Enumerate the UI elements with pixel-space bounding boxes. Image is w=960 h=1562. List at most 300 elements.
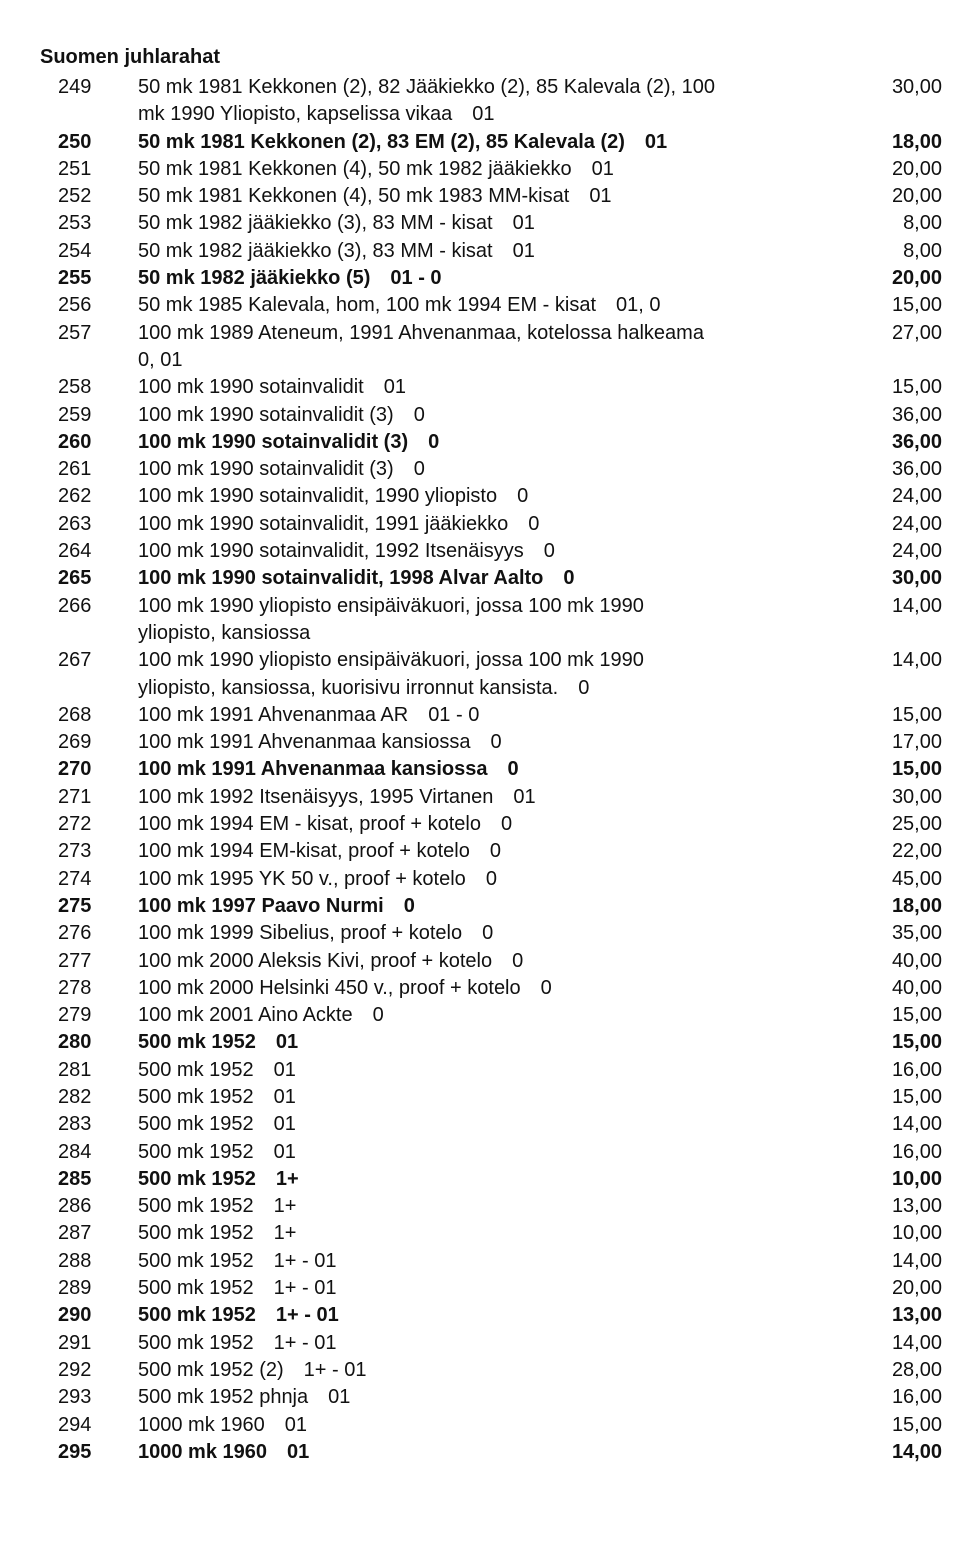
lot-description-line [138,1002,832,1029]
lot-price: 30,00 [891,76,942,98]
lot-grade: 01 [284,1413,308,1436]
lot-description-line [138,565,832,592]
lot-number: 283 [58,1113,92,1136]
lot-number: 276 [58,922,92,945]
lot-price: 24,00 [891,485,942,508]
lot-price: 20,00 [891,157,942,180]
lot-row [58,210,942,237]
lot-description [138,402,852,429]
lot-description [138,1357,852,1384]
lot-price: 10,00 [891,1222,942,1245]
lot-description-text: 100 mk 2000 Aleksis Kivi, proof + kotelo [138,949,493,972]
lot-price: 18,00 [891,130,942,153]
lot-description-text: 1000 mk 1960 [138,1413,265,1436]
lot-grade: 0 [578,676,590,699]
lot-description-text: 100 mk 1990 sotainvalidit, 1998 Alvar Aalto [138,567,544,590]
lot-number: 259 [58,403,92,426]
lot-number: 268 [58,703,92,726]
lot-row [58,1002,942,1029]
lot-row [58,374,942,401]
lot-description-text: 500 mk 1952 [138,1249,254,1272]
lot-description-text: 50 mk 1981 Kekkonen (4), 50 mk 1982 jääkiekko [138,157,572,180]
lot-price: 15,00 [891,294,942,317]
lot-description-text: 100 mk 1992 Itsenäisyys, 1995 Virtanen [138,785,494,808]
lot-price: 15,00 [891,376,942,399]
lot-row [58,1330,942,1357]
lot-grade: 01 [472,103,495,126]
lot-row [58,1275,942,1302]
lot-description [138,948,852,975]
lot-price: 28,00 [891,1358,942,1381]
lot-description [138,1057,852,1084]
lot-description-text: 500 mk 1952 [138,1140,254,1163]
lot-row [58,838,942,865]
lot-description-text: 100 mk 1990 sotainvalidit (3) [138,458,394,481]
lot-description [138,1084,852,1111]
lot-number: 263 [58,512,92,535]
lot-row [58,1220,942,1247]
lot-description-line [138,647,832,674]
lot-price: 15,00 [891,1004,942,1027]
lot-description-line [138,1384,832,1411]
lot-price: 15,00 [891,758,942,781]
lot-row [58,483,942,510]
lot-number: 286 [58,1195,92,1218]
lot-price: 14,00 [891,594,942,617]
lot-description-line [138,74,832,101]
lot-description-text: 50 mk 1982 jääkiekko (5) [138,267,371,290]
lot-grade: 01 [591,157,614,180]
lot-description-line [138,238,832,265]
lot-grade: 0 [372,1004,384,1027]
lot-grade: 0 [403,894,415,917]
lot-price: 36,00 [891,430,942,453]
lot-description [138,156,852,183]
lot-number: 290 [58,1304,92,1327]
lot-description-line [138,1330,832,1357]
lot-description [138,647,852,702]
lot-price: 30,00 [891,785,942,808]
lot-description-line [138,729,832,756]
lot-description-text: 100 mk 1990 sotainvalidit (3) [138,430,409,453]
lot-description-line [138,784,832,811]
lot-number: 261 [58,458,92,481]
lot-price: 40,00 [891,976,942,999]
lot-number: 282 [58,1085,92,1108]
lot-description-text: 500 mk 1952 (2) [138,1358,284,1381]
lot-grade: 01 [273,1140,296,1163]
lot-description [138,1139,852,1166]
lot-description-text: 500 mk 1952 [138,1304,256,1327]
lot-description-line [138,101,832,128]
lot-number: 294 [58,1413,92,1436]
lot-description-text: 100 mk 2000 Helsinki 450 v., proof + kotelo [138,976,521,999]
lot-grade: 01 [589,185,612,208]
lot-row [58,975,942,1002]
lot-description-line [138,538,832,565]
lot-grade: 01 [273,1058,296,1081]
lot-number: 288 [58,1249,92,1272]
lot-description-text: 500 mk 1952 [138,1167,256,1190]
lot-row [58,320,942,375]
lot-grade: 1+ - 01 [303,1358,367,1381]
lot-description-line [138,183,832,210]
lot-row [58,866,942,893]
lot-description [138,292,852,319]
lot-grade: 1+ [273,1195,297,1218]
lot-number: 260 [58,430,92,453]
lot-row [58,456,942,483]
lot-description-text: 100 mk 1990 sotainvalidit (3) [138,403,394,426]
lot-description [138,1166,852,1193]
lot-grade: 0 [563,567,575,590]
lot-number: 275 [58,894,92,917]
lot-price: 15,00 [891,703,942,726]
lot-grade: 01 [644,130,668,153]
lot-price: 18,00 [891,894,942,917]
lot-number: 256 [58,294,92,317]
lot-row [58,1357,942,1384]
lot-description-line [138,265,832,292]
lot-description-line [138,1166,832,1193]
lot-grade: 1+ - 01 [273,1277,337,1300]
lot-row [58,811,942,838]
lot-price: 14,00 [891,1113,942,1136]
lot-row [58,784,942,811]
lot-number: 250 [58,130,92,153]
lot-number: 251 [58,157,92,180]
lot-description [138,893,852,920]
lot-description-line [138,975,832,1002]
lot-description-text: 50 mk 1981 Kekkonen (2), 83 EM (2), 85 Kalevala (2) [138,130,625,153]
lot-description-text: 500 mk 1952 [138,1222,254,1245]
lot-price: 14,00 [891,1440,942,1463]
lot-price: 13,00 [891,1304,942,1327]
lot-description-line [138,811,832,838]
lot-price: 15,00 [891,1413,942,1436]
lot-description-text: 500 mk 1952 [138,1058,254,1081]
lot-number: 258 [58,376,92,399]
lot-description [138,565,852,592]
lot-description-text: 100 mk 1990 sotainvalidit, 1992 Itsenäisyys [138,540,524,563]
lot-number: 277 [58,949,92,972]
lot-description-text: 100 mk 1989 Ateneum, 1991 Ahvenanmaa, kotelossa halkeama [138,321,704,344]
lot-description-text: 100 mk 1991 Ahvenanmaa kansiossa [138,731,471,754]
lot-description-line [138,1248,832,1275]
lot-price: 8,00 [903,239,942,262]
lot-price: 40,00 [891,949,942,972]
lot-grade: 01, 0 [616,294,661,317]
lot-description [138,920,852,947]
lot-description-text: 500 mk 1952 [138,1277,254,1300]
lot-grade: 0 [500,813,513,836]
lot-row [58,948,942,975]
lot-row [58,1166,942,1193]
lot-price: 8,00 [903,212,942,235]
lot-number: 264 [58,540,92,563]
lot-description [138,1248,852,1275]
lot-grade: 0 [517,485,529,508]
lot-price: 35,00 [891,922,942,945]
lot-description-text: 1000 mk 1960 [138,1440,268,1463]
lot-description-text: 100 mk 1990 sotainvalidit, 1991 jääkiekko [138,512,509,535]
lot-description [138,1220,852,1247]
lot-row [58,538,942,565]
lot-price: 17,00 [891,731,942,754]
lot-row [58,756,942,783]
lot-description [138,210,852,237]
lot-row [58,565,942,592]
lot-grade: 01 [513,785,536,808]
lot-number: 267 [58,649,92,672]
lot-price: 14,00 [891,1331,942,1354]
lot-grade: 1+ - 01 [275,1304,339,1327]
lot-row [58,1412,942,1439]
lot-description [138,1412,852,1439]
lot-grade: 0 [428,430,440,453]
lot-row [58,1139,942,1166]
lot-description-line [138,675,832,702]
lot-price: 15,00 [891,1031,942,1054]
lot-description-line [138,320,832,347]
lot-grade: 01 [275,1031,299,1054]
lot-number: 292 [58,1358,92,1381]
lot-description-text: 100 mk 1990 yliopisto ensipäiväkuori, jossa 100 mk 1990 [138,594,644,617]
lot-list [58,74,942,1466]
lot-row [58,593,942,648]
lot-row [58,647,942,702]
lot-description [138,265,852,292]
lot-price: 10,00 [891,1167,942,1190]
lot-description-text: 500 mk 1952 [138,1331,254,1354]
lot-description-line [138,210,832,237]
lot-grade: 01 [512,212,535,235]
lot-description-text: 50 mk 1982 jääkiekko (3), 83 MM - kisat [138,212,493,235]
lot-description-line [138,511,832,538]
lot-description-text: 100 mk 1994 EM - kisat, proof + kotelo [138,813,481,836]
lot-description-text: 100 mk 1991 Ahvenanmaa AR [138,703,409,726]
lot-description-line [138,402,832,429]
lot-description-text: 500 mk 1952 [138,1085,254,1108]
lot-description-line [138,292,832,319]
lot-row [58,402,942,429]
lot-price: 25,00 [891,813,942,836]
lot-description-line [138,702,832,729]
lot-description [138,1384,852,1411]
lot-row [58,1302,942,1329]
lot-description [138,129,852,156]
lot-description [138,838,852,865]
lot-description-text: 100 mk 1990 sotainvalidit, 1990 yliopisto [138,485,498,508]
lot-description-line [138,756,832,783]
lot-number: 266 [58,594,92,617]
lot-description-text: 500 mk 1952 [138,1113,254,1136]
lot-number: 270 [58,758,92,781]
lot-description-line [138,1139,832,1166]
lot-description-text: 100 mk 2001 Aino Ackte [138,1004,353,1027]
lot-number: 254 [58,239,92,262]
lot-description-line [138,347,832,374]
lot-description [138,811,852,838]
lot-description-text: 100 mk 1990 sotainvalidit [138,376,364,399]
lot-price: 16,00 [891,1386,942,1409]
lot-row [58,729,942,756]
lot-description-text: 500 mk 1952 [138,1195,254,1218]
lot-description-text: 50 mk 1981 Kekkonen (2), 82 Jääkiekko (2), 85 Kalevala (2), 100 [138,76,715,98]
lot-description [138,756,852,783]
lot-row [58,265,942,292]
lot-row [58,1029,942,1056]
lot-number: 285 [58,1167,92,1190]
lot-description [138,729,852,756]
lot-description-text: 50 mk 1985 Kalevala, hom, 100 mk 1994 EM - kisat [138,294,597,317]
lot-number: 269 [58,731,92,754]
lot-grade: 0 [490,731,502,754]
lot-description-line [138,1029,832,1056]
lot-number: 279 [58,1004,92,1027]
lot-description [138,74,852,129]
lot-row [58,1384,942,1411]
lot-grade: 0 [512,949,524,972]
lot-grade: 01 - 0 [390,267,442,290]
lot-description [138,1193,852,1220]
lot-row [58,1057,942,1084]
lot-grade: 01 [512,239,535,262]
lot-description-text: 50 mk 1981 Kekkonen (4), 50 mk 1983 MM-kisat [138,185,570,208]
lot-description-text: 500 mk 1952 [138,1031,256,1054]
lot-price: 27,00 [891,321,942,344]
lot-description-line [138,593,832,620]
lot-row [58,1084,942,1111]
lot-grade: 0 [489,840,501,863]
lot-number: 271 [58,785,92,808]
lot-number: 293 [58,1386,92,1409]
lot-description-line [138,1275,832,1302]
lot-row [58,183,942,210]
lot-row [58,129,942,156]
lot-number: 253 [58,212,92,235]
lot-description-line [138,129,832,156]
lot-price: 24,00 [891,540,942,563]
lot-price: 22,00 [891,840,942,863]
lot-description [138,784,852,811]
lot-price: 20,00 [891,1277,942,1300]
lot-description-text: 100 mk 1999 Sibelius, proof + kotelo [138,922,463,945]
lot-number: 252 [58,185,92,208]
lot-description-line [138,1193,832,1220]
lot-number: 274 [58,867,92,890]
lot-grade: 01 [328,1386,351,1409]
lot-description-line [138,1084,832,1111]
lot-number: 255 [58,267,92,290]
lot-grade: 0 [482,922,494,945]
lot-number: 278 [58,976,92,999]
lot-number: 280 [58,1031,92,1054]
lot-description-line [138,429,832,456]
lot-description-line [138,1302,832,1329]
lot-description-text: mk 1990 Yliopisto, kapselissa vikaa [138,103,453,126]
lot-row [58,702,942,729]
lot-row [58,1111,942,1138]
lot-number: 289 [58,1277,92,1300]
lot-description-line [138,1057,832,1084]
lot-grade: 01 - 0 [428,703,480,726]
lot-description [138,702,852,729]
lot-description-line [138,893,832,920]
lot-price: 13,00 [891,1195,942,1218]
lot-price: 45,00 [891,867,942,890]
lot-description [138,1330,852,1357]
lot-grade: 01 [383,376,406,399]
lot-price: 16,00 [891,1140,942,1163]
lot-description-line [138,1412,832,1439]
lot-grade: 1+ [273,1222,297,1245]
lot-description [138,1439,852,1466]
lot-number: 273 [58,840,92,863]
lot-description [138,1029,852,1056]
lot-grade: 0 [485,867,497,890]
lot-description [138,483,852,510]
lot-row [58,238,942,265]
lot-number: 265 [58,567,92,590]
lot-number: 287 [58,1222,92,1245]
lot-description-text: 100 mk 1990 yliopisto ensipäiväkuori, jossa 100 mk 1990 [138,649,644,672]
lot-price: 14,00 [891,1249,942,1272]
lot-description [138,183,852,210]
lot-price: 16,00 [891,1058,942,1081]
lot-description-line [138,1439,832,1466]
lot-description [138,538,852,565]
lot-description [138,511,852,538]
lot-description [138,374,852,401]
lot-grade: 01 [287,1440,310,1463]
lot-description-text: 100 mk 1991 Ahvenanmaa kansiossa [138,758,488,781]
lot-description [138,1302,852,1329]
lot-description-line [138,920,832,947]
lot-description [138,429,852,456]
lot-description [138,866,852,893]
lot-grade: 0 [507,758,519,781]
lot-row [58,511,942,538]
page-title: Suomen juhlarahat [40,46,221,68]
lot-row [58,156,942,183]
lot-number: 291 [58,1331,92,1354]
lot-description-line [138,1220,832,1247]
lot-description [138,1111,852,1138]
lot-row [58,74,942,129]
lot-price: 24,00 [891,512,942,535]
lot-number: 295 [58,1440,92,1463]
lot-description-text: 100 mk 1994 EM-kisat, proof + kotelo [138,840,470,863]
lot-grade: 1+ - 01 [273,1249,337,1272]
lot-grade: 0 [413,403,425,426]
lot-description-line [138,620,832,647]
lot-number: 249 [58,76,92,98]
lot-number: 284 [58,1140,92,1163]
lot-description-text: 0, 01 [138,348,183,371]
lot-description-line [138,838,832,865]
lot-grade: 0 [528,512,540,535]
lot-row [58,1193,942,1220]
lot-description [138,238,852,265]
lot-description-text: yliopisto, kansiossa, kuorisivu irronnut kansista. [138,676,559,699]
lot-description [138,593,852,648]
lot-number: 262 [58,485,92,508]
lot-price: 30,00 [891,567,942,590]
lot-price: 20,00 [891,185,942,208]
lot-description-line [138,948,832,975]
lot-description-line [138,483,832,510]
